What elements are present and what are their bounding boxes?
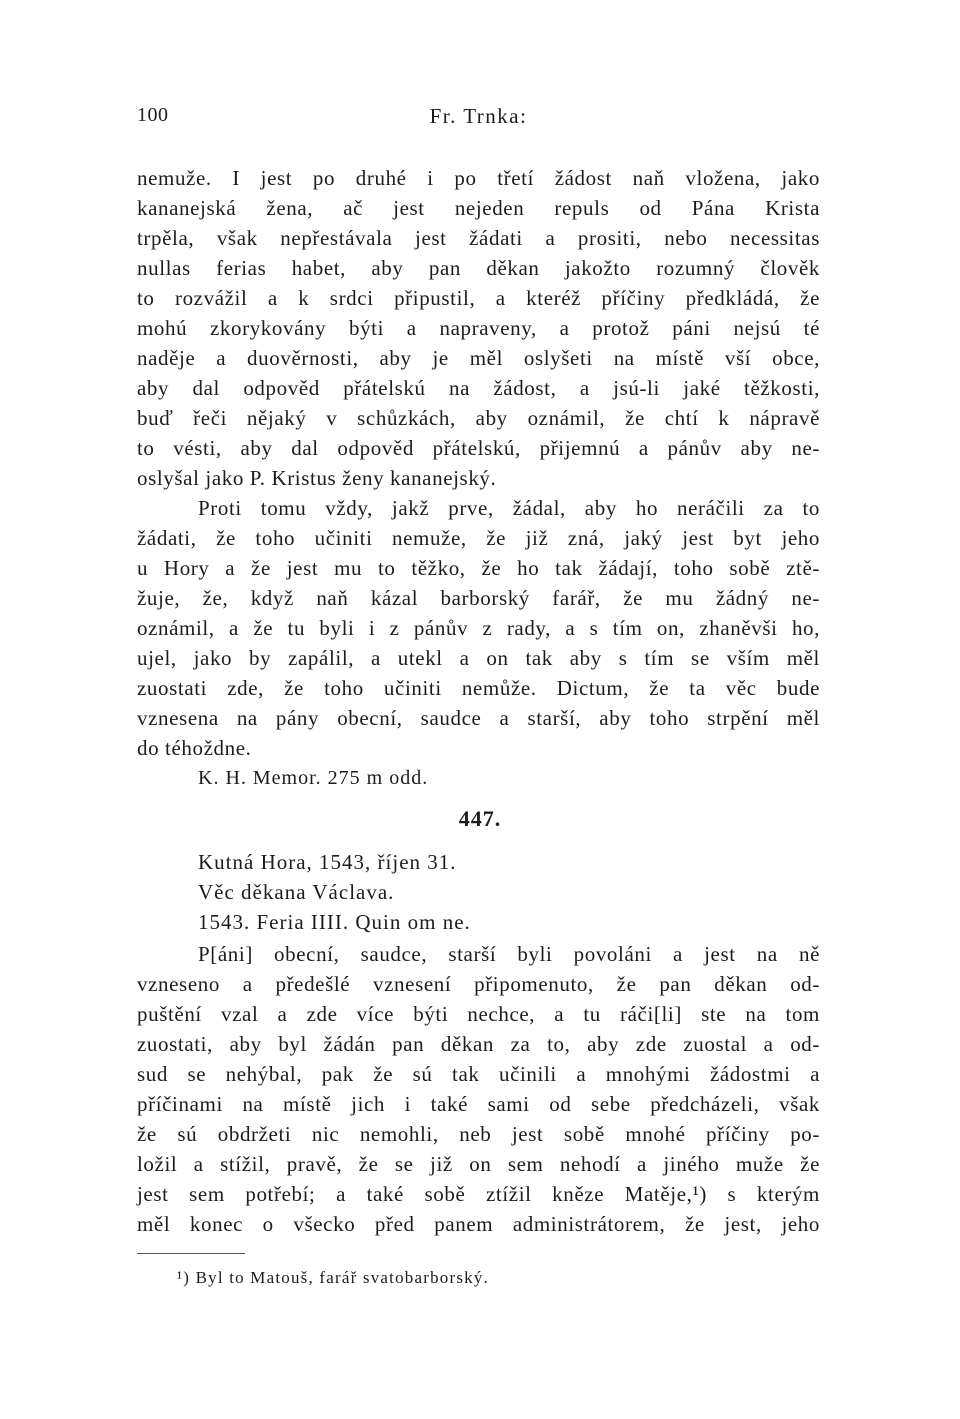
text-line: P[áni] obecní, saudce, starší byli povoláni a jest na ně [198, 942, 820, 966]
text-line: měl konec o všecko před panem administrátorem, že jest, jeho [137, 1212, 820, 1236]
text-line: že sú obdržeti nic nemohli, neb jest sobě mnohé příčiny po- [137, 1122, 820, 1146]
text-line: naděje a duověrnosti, aby je měl oslyšeti na místě vší obce, [137, 346, 820, 370]
text-line: zuostati zde, že toho učiniti nemůže. Dictum, že ta věc bude [137, 676, 820, 700]
text-line: Proti tomu vždy, jakž prve, žádal, aby ho neráčili za to [198, 496, 820, 520]
document-place-date: Kutná Hora, 1543, říjen 31. [198, 850, 457, 874]
running-title: Fr. Trnka: [429, 104, 528, 128]
text-line: do téhoždne. [137, 736, 252, 760]
text-line: sud se nehýbal, pak že sú tak učinili a mnohými žádostmi a [137, 1062, 820, 1086]
text-line: oslyšal jako P. Kristus ženy kananejský. [137, 466, 497, 490]
document-dateline: 1543. Feria IIII. Quin om ne. [198, 910, 471, 934]
text-line: zuostati, aby byl žádán pan děkan za to, aby zde zuostal a od- [137, 1032, 820, 1056]
text-line: nullas ferias habet, aby pan děkan jakožto rozumný člověk [137, 256, 820, 280]
footnote: ¹) Byl to Matouš, farář svatobarborský. [177, 1268, 490, 1287]
text-line: nemuže. I jest po druhé i po třetí žádost naň vložena, jako [137, 166, 820, 190]
text-line: žádati, že toho učiniti nemuže, že již zná, jaký jest byt jeho [137, 526, 820, 550]
text-line: ujel, jako by zapálil, a utekl a on tak aby s tím se vším měl [137, 646, 820, 670]
running-head [137, 104, 820, 134]
text-line: vzneseno a předešlé vznesení připomenuto, že pan děkan od- [137, 972, 820, 996]
text-line: trpěla, však nepřestávala jest žádati a prositi, nebo necessitas [137, 226, 820, 250]
text-line: buď řeči nějaký v schůzkách, aby oznámil, že chtí k nápravě [137, 406, 820, 430]
document-subject: Věc děkana Václava. [198, 880, 395, 904]
text-line: žuje, že, když naň kázal barborský farář, že mu žádný ne- [137, 586, 820, 610]
text-line: to rozvážil a k srdci připustil, a kteréž příčiny předkládá, že [137, 286, 820, 310]
text-line: ložil a stížil, pravě, že se již on sem nehodí a jiného muže že [137, 1152, 820, 1176]
text-line: jest sem potřebí; a také sobě ztížil kněze Matěje,¹) s kterým [137, 1182, 820, 1206]
text-line: příčinami na místě jich i také sami od sebe předcházeli, však [137, 1092, 820, 1116]
text-line: mohú zkorykovány býti a napraveny, a protož páni nejsú té [137, 316, 820, 340]
archival-citation: K. H. Memor. 275 m odd. [198, 767, 429, 789]
page-number: 100 [137, 104, 169, 126]
text-line: vznesena na pány obecní, saudce a starší, aby toho strpění měl [137, 706, 820, 730]
text-line: kananejská žena, ač jest nejeden repuls od Pána Krista [137, 196, 820, 220]
text-line: puštění vzal a zde více býti nechce, a tu ráči[li] ste na tom [137, 1002, 820, 1026]
text-line: aby dal odpověd přátelskú na žádost, a jsú-li jaké těžkosti, [137, 376, 820, 400]
document-number: 447. [458, 806, 502, 831]
text-line: to vésti, aby dal odpověd přátelskú, přijemnú a pánův aby ne- [137, 436, 820, 460]
text-line: oznámil, a že tu byli i z pánův z rady, a s tím on, zhaněvši ho, [137, 616, 820, 640]
footnote-divider [137, 1253, 245, 1254]
text-line: u Hory a že jest mu to těžko, že ho tak žádají, toho sobě ztě- [137, 556, 820, 580]
